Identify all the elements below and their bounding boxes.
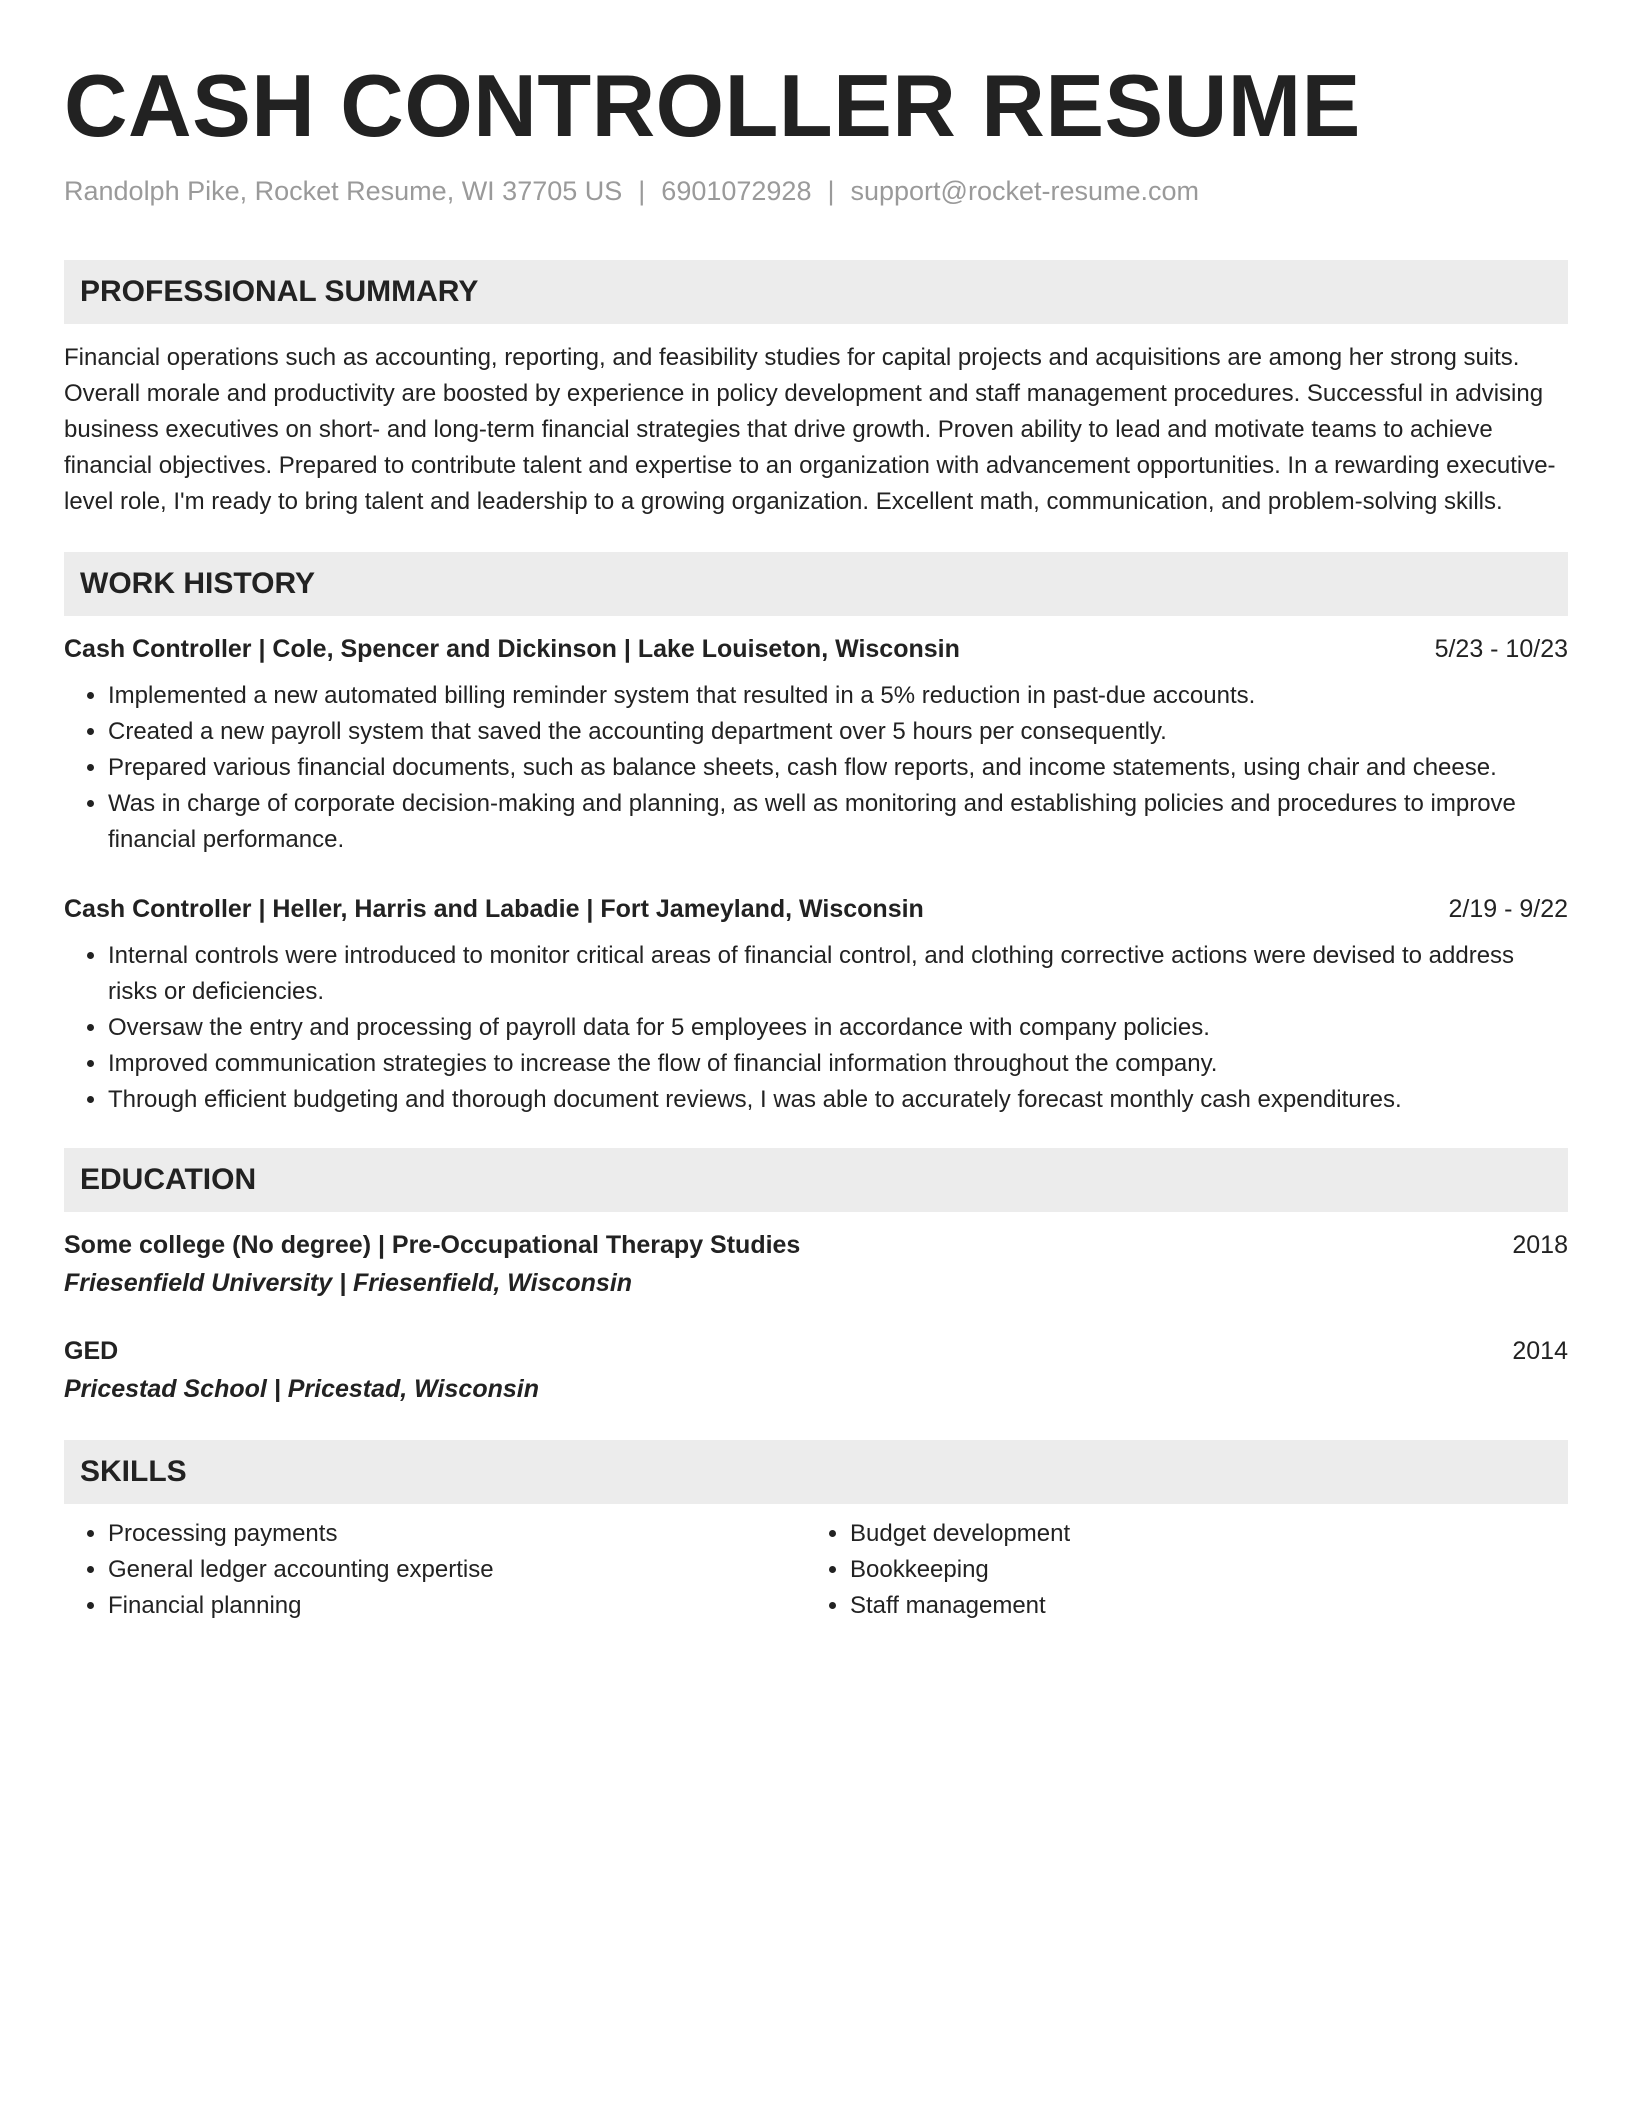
job-bullets xyxy=(64,938,1568,1118)
education-degree: GED xyxy=(64,1337,119,1365)
contact-email: support@rocket-resume.com xyxy=(850,176,1200,206)
education-header xyxy=(64,1228,1568,1262)
job-entry xyxy=(64,632,1568,858)
job-bullet: • Internal controls were introduced to monitor critical areas of financial control, and clothing corrective actions were devised to address risks or deficiencies. xyxy=(108,938,1568,1010)
contact-separator: | xyxy=(827,176,835,206)
job-title: Cash Controller | Heller, Harris and Labadie | Fort Jameyland, Wisconsin xyxy=(64,895,924,923)
education-year: 2014 xyxy=(1512,1337,1568,1365)
job-bullet: • Prepared various financial documents, such as balance sheets, cash flow reports, and income statements, using chair and cheese. xyxy=(108,750,1568,786)
summary-text: Financial operations such as accounting, reporting, and feasibility studies for capital projects and acquisitions are among her strong suits. Overall morale and productivity are boosted by experience in policy development and staff management procedures. Successful in advising business executives on short- and long-term financial strategies that drive growth. Proven ability to lead and motivate teams to achieve financial objectives. Prepared to contribute talent and expertise to an organization with advancement opportunities. In a rewarding executive-level role, I'm ready to bring talent and leadership to a growing organization. Excellent math, communication, and problem-solving skills. xyxy=(64,344,1556,515)
job-bullet: • Improved communication strategies to increase the flow of financial information throughout the company. xyxy=(108,1046,1568,1082)
education-school: Pricestad School | Pricestad, Wisconsin xyxy=(64,1375,539,1403)
job-title: Cash Controller | Cole, Spencer and Dickinson | Lake Louiseton, Wisconsin xyxy=(64,635,960,663)
skill-item: • Processing payments xyxy=(108,1516,806,1552)
work-history-heading: WORK HISTORY xyxy=(64,552,1568,616)
contact-separator: | xyxy=(638,176,646,206)
job-dates: 2/19 - 9/22 xyxy=(1448,895,1568,923)
education-heading: EDUCATION xyxy=(64,1148,1568,1212)
skills-column-left xyxy=(64,1516,806,1624)
job-header xyxy=(64,892,1568,926)
education-degree: Some college (No degree) | Pre-Occupational Therapy Studies xyxy=(64,1231,801,1259)
skill-item: • Bookkeeping xyxy=(850,1552,1548,1588)
skills-column-right xyxy=(806,1516,1548,1624)
skill-item: • General ledger accounting expertise xyxy=(108,1552,806,1588)
education-section xyxy=(64,1148,1568,1406)
job-bullet: • Created a new payroll system that saved the accounting department over 5 hours per consequently. xyxy=(108,714,1568,750)
resume-title: CASH CONTROLLER RESUME xyxy=(64,56,1361,155)
skill-item: • Budget development xyxy=(850,1516,1548,1552)
job-bullet: • Oversaw the entry and processing of payroll data for 5 employees in accordance with company policies. xyxy=(108,1010,1568,1046)
contact-address: Randolph Pike, Rocket Resume, WI 37705 US xyxy=(64,176,623,206)
job-header xyxy=(64,632,1568,666)
skill-item: • Staff management xyxy=(850,1588,1548,1624)
skill-item: • Financial planning xyxy=(108,1588,806,1624)
job-bullet: • Was in charge of corporate decision-making and planning, as well as monitoring and establishing policies and procedures to improve financial performance. xyxy=(108,786,1568,858)
summary-heading: PROFESSIONAL SUMMARY xyxy=(64,260,1568,324)
contact-phone: 6901072928 xyxy=(661,176,812,206)
contact-line xyxy=(64,174,1568,208)
job-bullets xyxy=(64,678,1568,858)
job-bullet: • Through efficient budgeting and thorough document reviews, I was able to accurately forecast monthly cash expenditures. xyxy=(108,1082,1568,1118)
resume-page xyxy=(64,0,1568,1624)
education-header xyxy=(64,1334,1568,1368)
education-entry xyxy=(64,1334,1568,1406)
job-bullet: • Implemented a new automated billing reminder system that resulted in a 5% reduction in past-due accounts. xyxy=(108,678,1568,714)
skills-heading: SKILLS xyxy=(64,1440,1568,1504)
skills-section xyxy=(64,1440,1568,1624)
work-history-section xyxy=(64,552,1568,1118)
summary-section xyxy=(64,260,1568,520)
education-entry xyxy=(64,1228,1568,1300)
education-school: Friesenfield University | Friesenfield, Wisconsin xyxy=(64,1269,633,1297)
skills-grid xyxy=(64,1516,1568,1624)
education-year: 2018 xyxy=(1512,1231,1568,1259)
job-entry xyxy=(64,892,1568,1118)
job-dates: 5/23 - 10/23 xyxy=(1434,635,1568,663)
